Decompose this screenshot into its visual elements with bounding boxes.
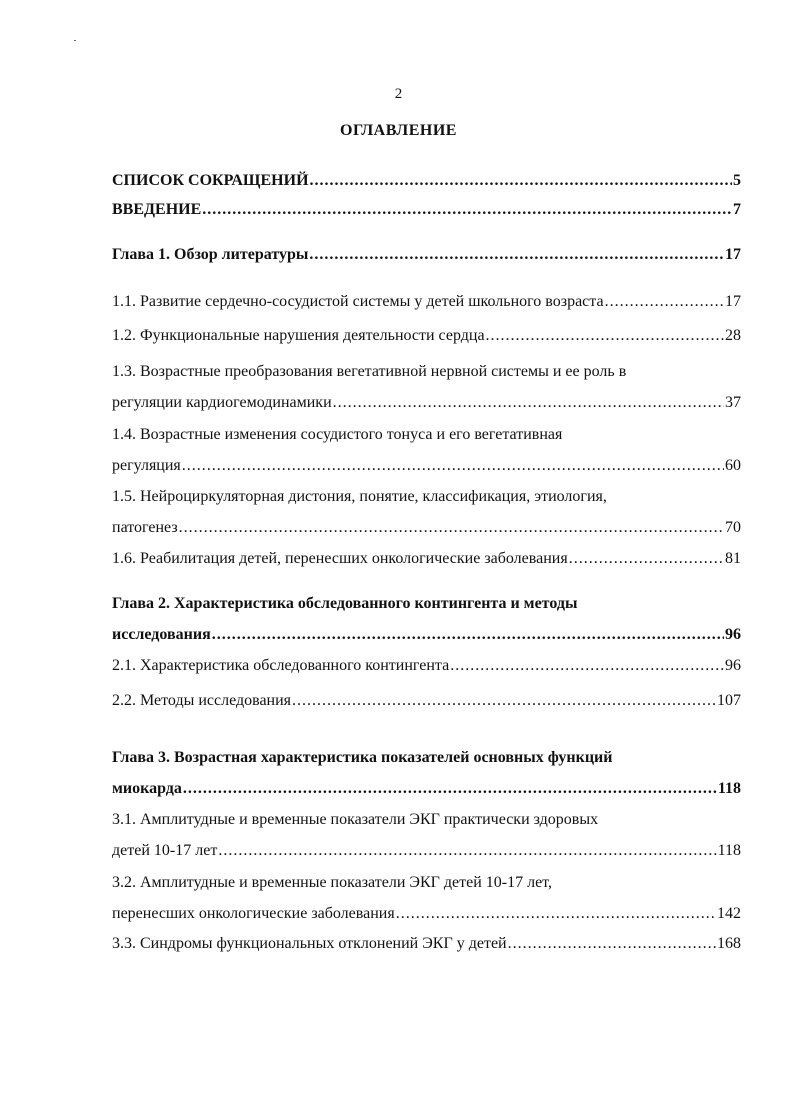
toc-entry-section-1-3: [112, 362, 741, 413]
toc-entry-text: регуляция: [112, 457, 181, 474]
toc-entry-section-1-5: [112, 487, 741, 538]
toc-entry-first-line: 1.5. Нейроциркуляторная дистония, понятие, классификация, этиология,: [112, 488, 607, 505]
dot-leader: [292, 691, 716, 711]
toc-page-number: 118: [717, 780, 741, 797]
dot-leader: [450, 656, 724, 676]
toc-entry-abbreviations: [112, 171, 741, 191]
dot-leader: [309, 245, 724, 265]
page-title: ОГЛАВЛЕНИЕ: [340, 122, 457, 139]
toc-page-number: 168: [717, 935, 741, 952]
toc-page-number: 5: [733, 172, 741, 189]
toc-page-number: 81: [725, 550, 741, 567]
toc-page-number: 96: [725, 626, 741, 643]
toc-entry-text: перенесших онкологические заболевания: [112, 905, 395, 922]
toc-entry-chapter-2: [112, 594, 741, 645]
toc-entry-text: 1.1. Развитие сердечно-сосудистой системы у детей школьного возраста: [112, 293, 604, 310]
toc-page-number: 37: [725, 394, 741, 411]
page-number: 2: [394, 86, 403, 102]
toc-entry-introduction: [112, 200, 741, 220]
toc-page-number: 70: [725, 519, 741, 536]
dot-leader: [183, 779, 717, 799]
toc-entry-text: патогенез: [112, 519, 178, 536]
toc-entry-text: 1.2. Функциональные нарушения деятельности сердца: [112, 327, 485, 344]
dot-leader: [310, 171, 732, 191]
dot-leader: [508, 934, 716, 954]
toc-page-number: 142: [717, 905, 741, 922]
toc-entry-chapter-3: [112, 748, 741, 799]
dot-leader: [202, 200, 732, 220]
toc-entry-text: 1.6. Реабилитация детей, перенесших онкологические заболевания: [112, 550, 568, 567]
toc-entry-text: миокарда: [112, 780, 182, 797]
toc-entry-first-line: 3.2. Амплитудные и временные показатели ЭКГ детей 10-17 лет,: [112, 874, 552, 891]
toc-entry-first-line: 1.4. Возрастные изменения сосудистого тонуса и его вегетативная: [112, 426, 563, 443]
dot-leader: [182, 456, 724, 476]
toc-page-number: 60: [725, 457, 741, 474]
toc-entry-text: 2.2. Методы исследования: [112, 692, 292, 709]
toc-entry-text: СПИСОК СОКРАЩЕНИЙ: [112, 172, 309, 189]
toc-page-number: 17: [725, 293, 741, 310]
toc-entry-section-1-1: [112, 292, 741, 312]
dot-leader: [396, 904, 716, 924]
toc-entry-section-1-2: [112, 326, 741, 346]
toc-page-number: 118: [717, 842, 741, 859]
toc-page-number: 7: [733, 201, 741, 218]
scan-speck: [74, 40, 76, 41]
toc-entry-section-2-1: [112, 656, 741, 676]
dot-leader: [212, 625, 724, 645]
dot-leader: [605, 292, 724, 312]
toc-entry-section-1-6: [112, 549, 741, 569]
toc-entry-text: исследования: [112, 626, 211, 643]
dot-leader: [218, 841, 716, 861]
toc-entry-text: детей 10-17 лет: [112, 842, 218, 859]
toc-entry-text: 3.3. Синдромы функциональных отклонений ЭКГ у детей: [112, 935, 507, 952]
dot-leader: [569, 549, 724, 569]
toc-entry-section-1-4: [112, 425, 741, 476]
toc-entry-first-line: 3.1. Амплитудные и временные показатели ЭКГ практически здоровых: [112, 811, 599, 828]
toc-entry-chapter-1: [112, 245, 741, 265]
toc-page-number: 17: [725, 246, 741, 263]
toc-entry-section-3-3: [112, 934, 741, 954]
toc-entry-text: Глава 1. Обзор литературы: [112, 246, 309, 263]
toc-entry-section-2-2: [112, 691, 741, 711]
dot-leader: [333, 393, 724, 413]
toc-entry-section-3-1: [112, 810, 741, 861]
toc-entry-first-line: Глава 2. Характеристика обследованного контингента и методы: [112, 595, 578, 612]
toc-entry-first-line: 1.3. Возрастные преобразования вегетативной нервной системы и ее роль в: [112, 363, 627, 380]
toc-entry-text: 2.1. Характеристика обследованного контингента: [112, 657, 450, 674]
toc-entry-section-3-2: [112, 873, 741, 924]
toc-page-number: 96: [725, 657, 741, 674]
toc-entry-first-line: Глава 3. Возрастная характеристика показателей основных функций: [112, 749, 613, 766]
toc-entry-text: ВВЕДЕНИЕ: [112, 201, 202, 218]
dot-leader: [486, 326, 724, 346]
toc-page-number: 107: [717, 692, 741, 709]
toc-entry-text: регуляции кардиогемодинамики: [112, 394, 332, 411]
dot-leader: [179, 518, 724, 538]
toc-page-number: 28: [725, 327, 741, 344]
